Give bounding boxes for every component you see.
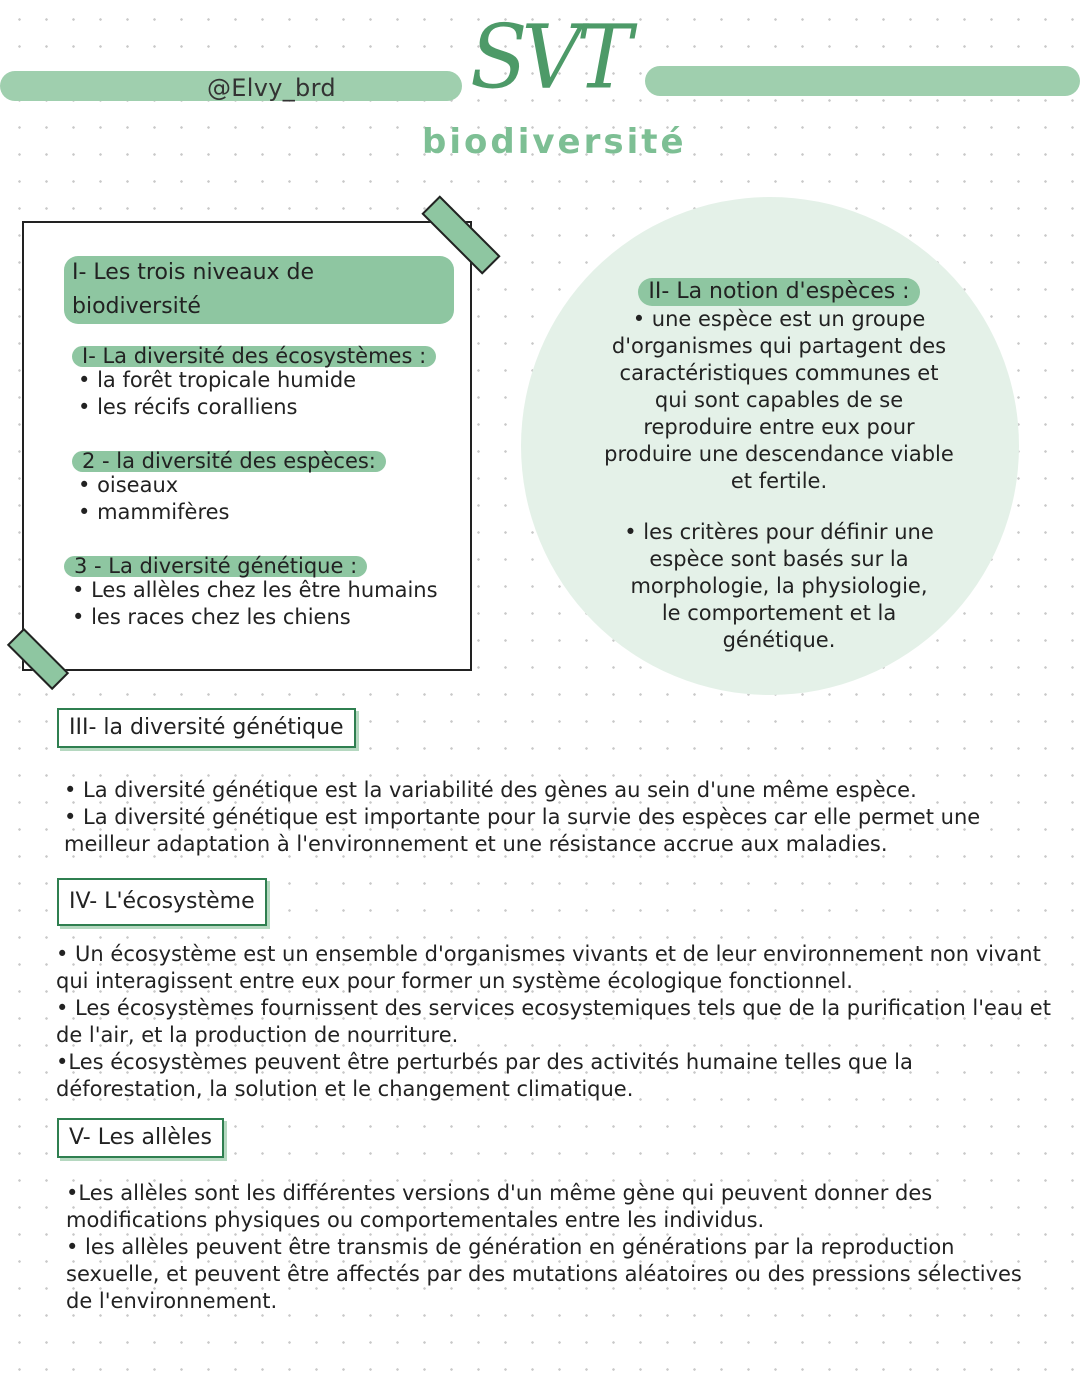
group-list (64, 577, 454, 631)
group-title: I- La diversité des écosystèmes : (72, 346, 436, 367)
list-item: • la forêt tropicale humide (78, 367, 454, 394)
paragraph-line: •Les écosystèmes peuvent être perturbés par des activités humaine telles que la déforestation, la solution et le changement climatique. (56, 1050, 913, 1101)
group-list (72, 367, 454, 421)
list-item: • les races chez les chiens (72, 604, 454, 631)
section4-text (56, 941, 1056, 1103)
author-handle: @Elvy_brd (207, 74, 336, 102)
group-genetic (64, 556, 454, 631)
group-title: 2 - la diversité des espèces: (72, 451, 386, 472)
section3-heading: III- la diversité génétique (57, 708, 356, 748)
section4-heading: IV- L'écosystème (57, 878, 267, 926)
paragraph-line: • les allèles peuvent être transmis de génération en générations par la reproduction sexuelle, et peuvent être affectés par des mutations aléatoires ou des pressions sélectives de l'environnement. (66, 1235, 1022, 1313)
group-list (72, 472, 454, 526)
paragraph-line: • La diversité génétique est la variabilité des gènes au sein d'une même espèce. (64, 778, 917, 802)
list-item: • mammifères (78, 499, 454, 526)
paragraph-line: • La diversité génétique est importante pour la survie des espèces car elle permet une meilleur adaptation à l'environnement et une résistance accrue aux maladies. (64, 805, 981, 856)
section3-text (64, 777, 1024, 858)
header-bar-right (645, 66, 1080, 96)
paragraph-line: •Les allèles sont les différentes versions d'un même gène qui peuvent donner des modifications physiques ou comportementales entre les individus. (66, 1181, 933, 1232)
section5-heading: V- Les allèles (57, 1118, 224, 1158)
group-species (64, 451, 454, 526)
list-item: • Les allèles chez les être humains (72, 577, 454, 604)
group-ecosystems (64, 346, 454, 421)
species-content (600, 278, 958, 654)
paragraph-line: • Les écosystèmes fournissent des services ecosystemiques tels que de la purification l'eau et de l'air, et la production de nourriture. (56, 996, 1051, 1047)
levels-content (64, 256, 454, 631)
paragraph-line: • Un écosystème est un ensemble d'organismes vivants et de leur environnement non vivant qui interagissent entre eux pour former un système écologique fonctionnel. (56, 942, 1041, 993)
list-item: • oiseaux (78, 472, 454, 499)
group-title: 3 - La diversité génétique : (64, 556, 367, 577)
section5-text (66, 1180, 1036, 1315)
species-criteria: • les critères pour définir une espèce sont basés sur la morphologie, la physiologie, le comportement et la génétique. (624, 520, 934, 652)
species-definition: • une espèce est un groupe d'organismes qui partagent des caractéristiques communes et qui sont capables de se reproduire entre eux pour produire une descendance viable et fertile. (604, 307, 954, 493)
list-item: • les récifs coralliens (78, 394, 454, 421)
section1-heading: I- Les trois niveaux de biodiversité (64, 256, 454, 324)
page-subtitle: biodiversité (422, 122, 687, 162)
section2-heading: II- La notion d'espèces : (638, 278, 919, 306)
page-title: SVT (470, 5, 627, 109)
